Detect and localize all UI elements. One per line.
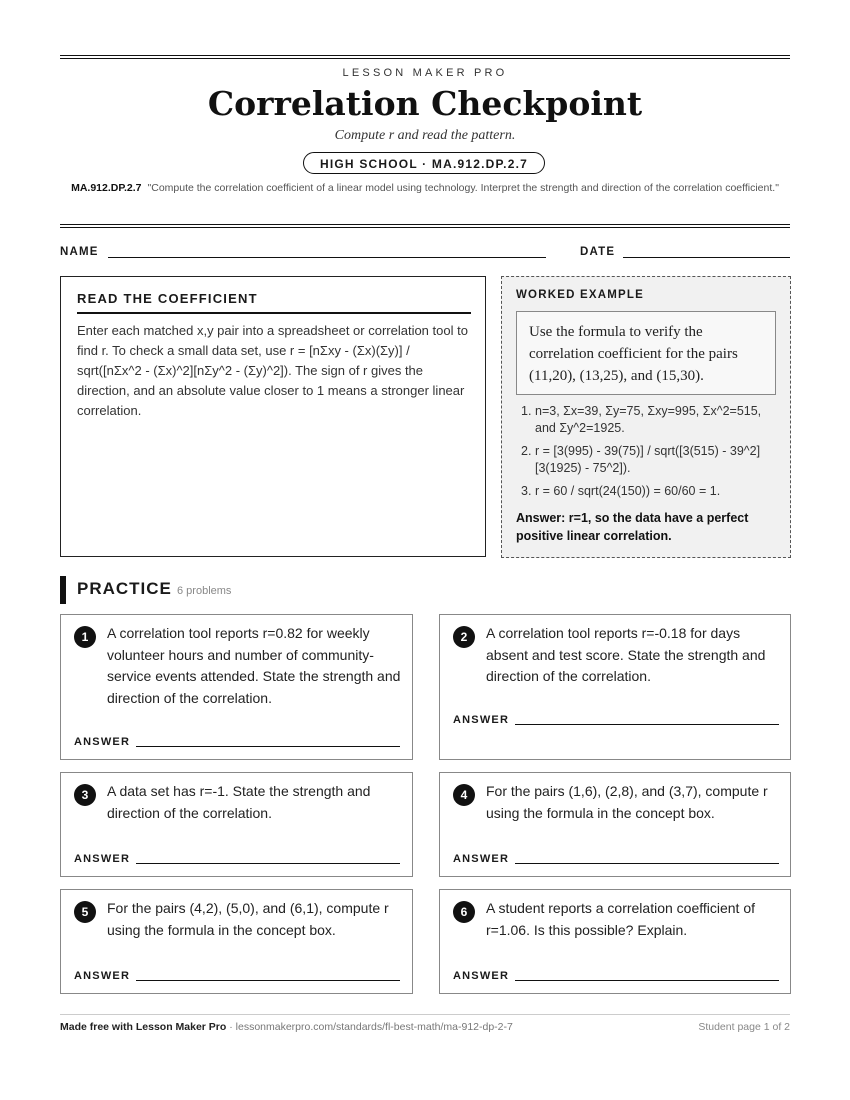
practice-heading: PRACTICE bbox=[77, 579, 172, 598]
problem-text: A correlation tool reports r=-0.18 for days absent and test score. State the strength and direction of the correlation. bbox=[486, 625, 766, 684]
problem-number-badge: 5 bbox=[74, 901, 96, 923]
answer-label: ANSWER bbox=[74, 736, 131, 748]
problem-number-badge: 2 bbox=[453, 626, 475, 648]
problem-text: For the pairs (1,6), (2,8), and (3,7), compute r using the formula in the concept box. bbox=[486, 783, 768, 821]
footer-page-number: Student page 1 of 2 bbox=[698, 1021, 790, 1033]
date-field[interactable] bbox=[623, 257, 790, 258]
problem-card-1 bbox=[60, 614, 413, 760]
page-subtitle: Compute r and read the pattern. bbox=[334, 128, 516, 143]
worked-example-heading: WORKED EXAMPLE bbox=[516, 289, 644, 301]
problem-text: For the pairs (4,2), (5,0), and (6,1), compute r using the formula in the concept box. bbox=[107, 900, 389, 938]
worked-example-prompt: Use the formula to verify the correlation coefficient for the pairs (11,20), (13,25), and (15,30). bbox=[516, 311, 776, 395]
problem-number-badge: 3 bbox=[74, 784, 96, 806]
worked-step: 2. r = [3(995) - 39(75)] / sqrt([3(515) - 39^2][3(1925) - 75^2]). bbox=[521, 444, 761, 475]
worked-step: 1. n=3, Σx=39, Σy=75, Σxy=995, Σx^2=515, and Σy^2=1925. bbox=[521, 404, 762, 435]
worked-step: 3. r = 60 / sqrt(24(150)) = 60/60 = 1. bbox=[521, 484, 721, 498]
answer-label: ANSWER bbox=[453, 970, 510, 982]
standard-code: MA.912.DP.2.7 bbox=[71, 182, 142, 194]
level-badge: HIGH SCHOOL · MA.912.DP.2.7 bbox=[303, 152, 545, 174]
problem-number-badge: 6 bbox=[453, 901, 475, 923]
brand-label: LESSON MAKER PRO bbox=[342, 67, 508, 79]
worked-example-answer: Answer: r=1, so the data have a perfect positive linear correlation. bbox=[516, 511, 749, 543]
problem-card-4 bbox=[439, 772, 791, 877]
name-label: NAME bbox=[60, 246, 99, 258]
problem-number-badge: 4 bbox=[453, 784, 475, 806]
header-rule-bottom-2 bbox=[60, 227, 790, 228]
header-rule-top-2 bbox=[60, 58, 790, 59]
answer-field[interactable] bbox=[136, 863, 400, 864]
standard-text: "Compute the correlation coefficient of a linear model using technology. Interpret the strength and direction of the correlation coefficient." bbox=[147, 182, 779, 194]
answer-label: ANSWER bbox=[453, 714, 510, 726]
name-field[interactable] bbox=[108, 257, 546, 258]
problem-card-2 bbox=[439, 614, 791, 760]
practice-accent-bar bbox=[60, 576, 66, 604]
worked-example-box bbox=[501, 276, 791, 558]
answer-label: ANSWER bbox=[453, 853, 510, 865]
answer-field[interactable] bbox=[515, 724, 779, 725]
problem-card-3 bbox=[60, 772, 413, 877]
footer-url[interactable]: · lessonmakerpro.com/standards/fl-best-math/ma-912-dp-2-7 bbox=[226, 1021, 513, 1033]
answer-field[interactable] bbox=[515, 980, 779, 981]
date-label: DATE bbox=[580, 246, 616, 258]
answer-field[interactable] bbox=[515, 863, 779, 864]
problem-card-6 bbox=[439, 889, 791, 994]
worked-example-steps bbox=[516, 403, 778, 506]
problem-text: A student reports a correlation coefficient of r=1.06. Is this possible? Explain. bbox=[486, 900, 756, 938]
practice-count: 6 problems bbox=[177, 585, 232, 597]
problem-card-5 bbox=[60, 889, 413, 994]
footer-rule bbox=[60, 1014, 790, 1015]
concept-heading: READ THE COEFFICIENT bbox=[77, 291, 471, 314]
answer-label: ANSWER bbox=[74, 853, 131, 865]
problem-number-badge: 1 bbox=[74, 626, 96, 648]
answer-label: ANSWER bbox=[74, 970, 131, 982]
footer-made-with: Made free with Lesson Maker Pro bbox=[60, 1021, 227, 1033]
answer-field[interactable] bbox=[136, 746, 400, 747]
footer-credit bbox=[60, 1021, 513, 1033]
concept-box bbox=[60, 276, 486, 557]
concept-body: Enter each matched x,y pair into a spreadsheet or correlation tool to find r. To check a small data set, use r = [nΣxy - (Σx)(Σy)] / sqrt([nΣx^2 - (Σx)^2][nΣy^2 - (Σy)^2]). The sign of r gives the direction, and an absolute value closer to 1 means a stronger linear correlation. bbox=[77, 323, 468, 418]
problem-text: A data set has r=-1. State the strength and direction of the correlation. bbox=[107, 783, 371, 821]
page-title: Correlation Checkpoint bbox=[207, 84, 643, 123]
standard-statement bbox=[60, 181, 790, 196]
answer-field[interactable] bbox=[136, 980, 400, 981]
header-rule-top bbox=[60, 55, 790, 56]
header-rule-bottom bbox=[60, 224, 790, 225]
problem-text: A correlation tool reports r=0.82 for weekly volunteer hours and number of community-service events attended. State the strength and direction of the correlation. bbox=[107, 625, 401, 706]
